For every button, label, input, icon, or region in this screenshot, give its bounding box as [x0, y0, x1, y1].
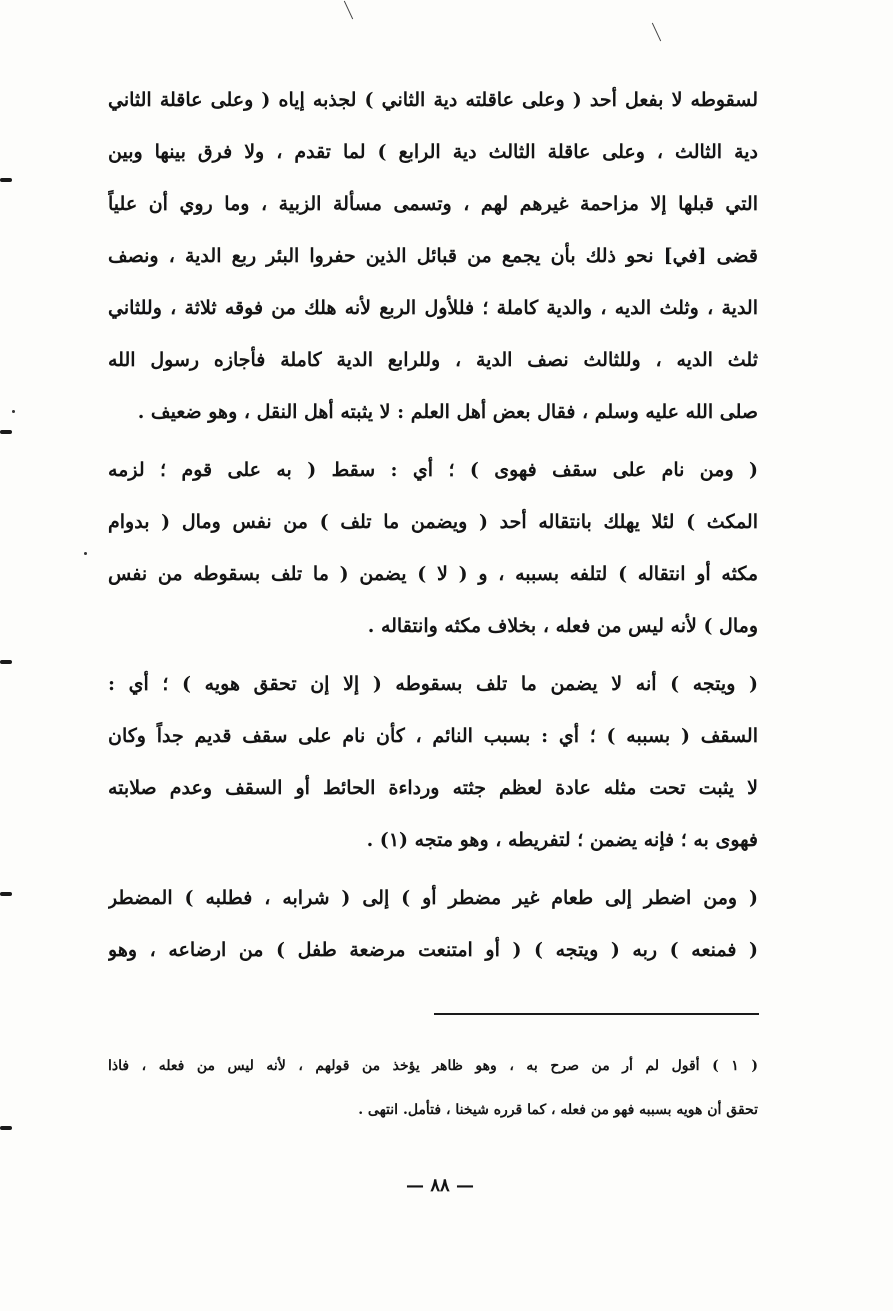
binding-mark — [0, 660, 12, 664]
binding-mark — [0, 892, 12, 896]
text-line: لا يثبت تحت مثله عادة لعظم جثته ورداءة الحائط أو السقف وعدم صلابته — [108, 777, 758, 799]
footnote-line: تحقق أن هويه بسببه فهو من فعله ، كما قرره شيخنا ، فتأمل. انتهى . — [358, 1102, 758, 1118]
text-line: صلى الله عليه وسلم ، فقال بعض أهل العلم : لا يثبته أهل النقل ، وهو ضعيف . — [137, 401, 758, 423]
text-line: ثلث الديه ، وللثالث نصف الدية ، وللرابع الدية كاملة فأجازه رسول الله — [108, 349, 758, 371]
text-line: ( فمنعه ) ربه ( ويتجه ) ( أو امتنعت مرضعة طفل ) من ارضاعه ، وهو — [108, 939, 758, 961]
text-line: قضى [في] نحو ذلك بأن يجمع من قبائل الذين حفروا البئر ربع الدية ، ونصف — [108, 245, 758, 267]
scan-stroke — [344, 1, 353, 20]
text-line: السقف ( بسببه ) ؛ أي : بسبب النائم ، كأن نام على سقف قديم جداً وكان — [108, 725, 758, 747]
text-line: ومال ) لأنه ليس من فعله ، بخلاف مكثه وانتقاله . — [367, 615, 758, 637]
text-line: المكث ) لئلا يهلك بانتقاله أحد ( ويضمن ما تلف ) من نفس ومال ( بدوام — [108, 511, 758, 533]
text-line: مكثه أو انتقاله ) لتلفه بسببه ، و ( لا ) يضمن ( ما تلف بسقوطه من نفس — [108, 563, 758, 585]
text-line: لسقوطه لا بفعل أحد ( وعلى عاقلته دية الثاني ) لجذبه إياه ( وعلى عاقلة الثاني — [108, 89, 758, 111]
text-line: ( ومن اضطر إلى طعام غير مضطر أو ) إلى ( شرابه ، فطلبه ) المضطر — [108, 887, 758, 909]
text-line: فهوى به ؛ فإنه يضمن ؛ لتفريطه ، وهو متجه (١) . — [366, 829, 758, 851]
main-text-block — [108, 74, 758, 976]
page-number: — ٨٨ — — [406, 1175, 474, 1196]
text-line: ( ومن نام على سقف فهوى ) ؛ أي : سقط ( به على قوم ؛ لزمه — [108, 459, 758, 481]
text-line: الدية ، وثلث الديه ، والدية كاملة ؛ فللأول الربع لأنه هلك من فوقه ثلاثة ، وللثاني — [108, 297, 758, 319]
scan-speck — [84, 552, 87, 555]
scan-speck — [12, 410, 15, 413]
text-line: دية الثالث ، وعلى عاقلة الثالث دية الرابع ) لما تقدم ، ولا فرق بينها وبين — [108, 141, 758, 163]
scan-stroke — [652, 23, 661, 42]
footnote-block — [108, 1044, 758, 1132]
text-line: التي قبلها إلا مزاحمة غيرهم لهم ، وتسمى مسألة الزبية ، وما روي أن علياً — [108, 193, 758, 215]
binding-mark — [0, 1126, 12, 1130]
footnote-line: ( ١ ) أقول لم أر من صرح به ، وهو ظاهر يؤخذ من قولهم ، لأنه ليس من فعله ، فاذا — [108, 1058, 758, 1074]
binding-mark — [0, 430, 12, 434]
footnote-separator — [434, 1013, 759, 1015]
binding-mark — [0, 178, 12, 182]
text-line: ( ويتجه ) أنه لا يضمن ما تلف بسقوطه ( إلا إن تحقق هويه ) ؛ أي : — [108, 673, 758, 695]
